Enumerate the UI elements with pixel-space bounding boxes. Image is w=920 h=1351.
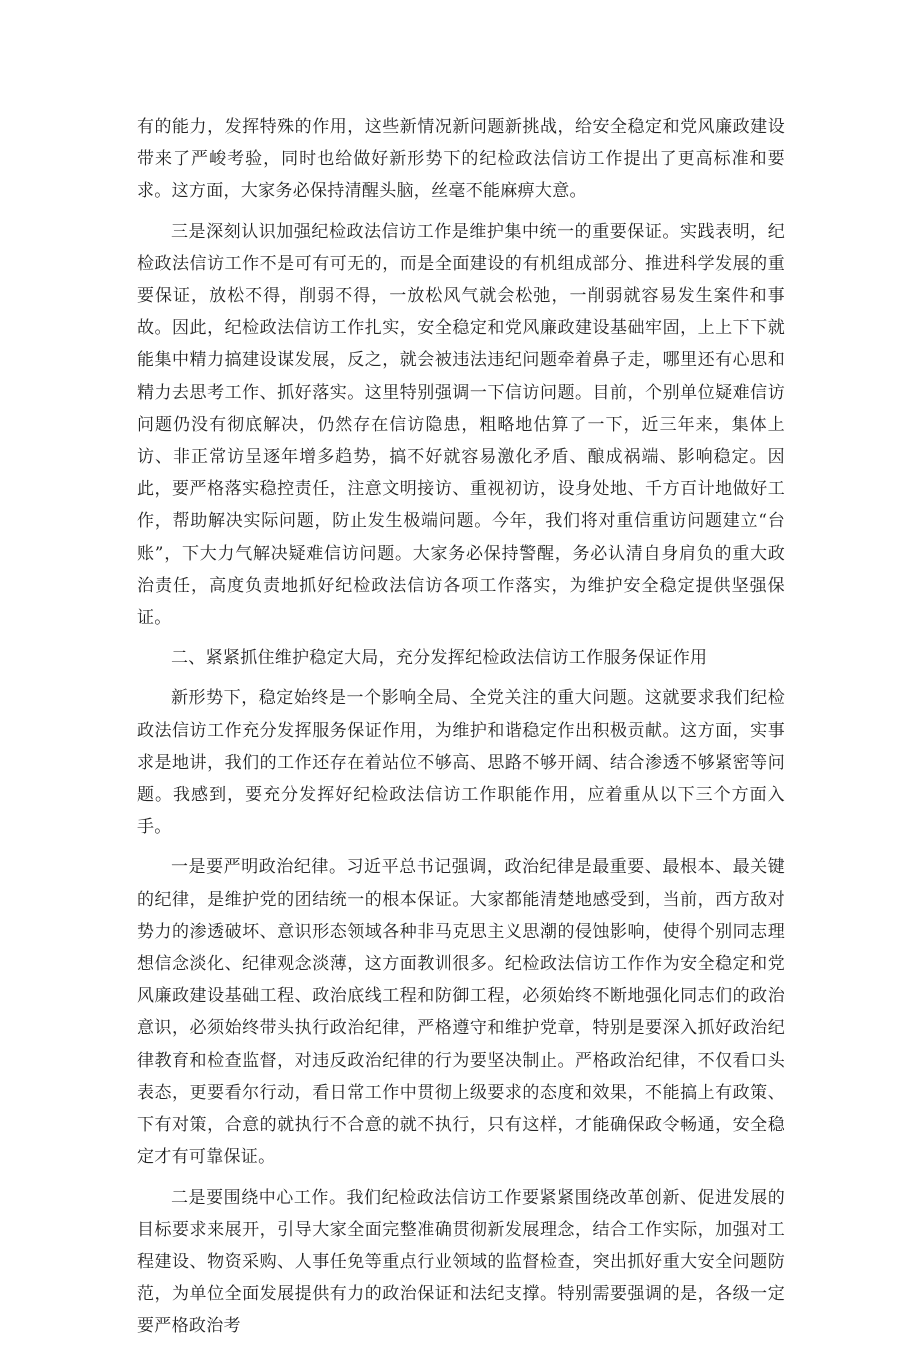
paragraph-continuation: 有的能力，发挥特殊的作用，这些新情况新问题新挑战，给安全稳定和党风廉政建设带来了严峻考验，同时也给做好新形势下的纪检政法信访工作提出了更高标准和要求。这方面，大家务必保持清醒头脑，丝毫不能麻痹大意。 [137, 117, 785, 202]
section-heading-two: 二、紧紧抓住维护稳定大局，充分发挥纪检政法信访工作服务保证作用 [171, 648, 708, 669]
paragraph-center-work: 二是要围绕中心工作。我们纪检政法信访工作要紧紧围绕改革创新、促进发展的目标要求来展开，引导大家全面完整准确贯彻新发展理念，结合工作实际，加强对工程建设、物资采购、人事任免等重点行业领域的监督检查，突出抓好重大安全问题防范，为单位全面发展提供有力的政治保证和法纪支撑。特别需要强调的是，各级一定要严格政治考 [137, 1187, 785, 1337]
document-page [137, 111, 785, 1351]
paragraph-new-situation: 新形势下，稳定始终是一个影响全局、全党关注的重大问题。这就要求我们纪检政法信访工作充分发挥服务保证作用，为维护和谐稳定作出积极贡献。这方面，实事求是地讲，我们的工作还存在着站位不够高、思路不够开阔、结合渗透不够紧密等问题。我感到，要充分发挥好纪检政法信访工作职能作用，应着重从以下三个方面入手。 [137, 688, 785, 838]
paragraph-political-discipline: 一是要严明政治纪律。习近平总书记强调，政治纪律是最重要、最根本、最关键的纪律，是维护党的团结统一的根本保证。大家都能清楚地感受到，当前，西方敌对势力的渗透破坏、意识形态领域各种非马克思主义思潮的侵蚀影响，使得个别同志理想信念淡化、纪律观念淡薄，这方面教训很多。纪检政法信访工作作为安全稳定和党风廉政建设基础工程、政治底线工程和防御工程，必须始终不断地强化同志们的政治意识，必须始终带头执行政治纪律，严格遵守和维护党章，特别是要深入抓好政治纪律教育和检查监督，对违反政治纪律的行为要坚决制止。严格政治纪律，不仅看口头表态，更要看尔行动，看日常工作中贯彻上级要求的态度和效果，不能搞上有政策、下有对策，合意的就执行不合意的就不执行，只有这样，才能确保政令畅通，安全稳定才有可靠保证。 [137, 857, 785, 1168]
paragraph-point-three: 三是深刻认识加强纪检政法信访工作是维护集中统一的重要保证。实践表明，纪检政法信访工作不是可有可无的，而是全面建设的有机组成部分、推进科学发展的重要保证，放松不得，削弱不得，一放松风气就会松弛，一削弱就容易发生案件和事故。因此，纪检政法信访工作扎实，安全稳定和党风廉政建设基础牢固，上上下下就能集中精力搞建设谋发展，反之，就会被违法违纪问题牵着鼻子走，哪里还有心思和精力去思考工作、抓好落实。这里特别强调一下信访问题。目前，个别单位疑难信访问题仍没有彻底解决，仍然存在信访隐患，粗略地估算了一下，近三年来，集体上访、非正常访呈逐年增多趋势，搞不好就容易激化矛盾、酿成祸端、影响稳定。因此，要严格落实稳控责任，注意文明接访、重视初访，设身处地、千方百计地做好工作，帮助解决实际问题，防止发生极端问题。今年，我们将对重信重访问题建立“台账”，下大力气解决疑难信访问题。大家务必保持警醒，务必认清自身肩负的重大政治责任，高度负责地抓好纪检政法信访各项工作落实，为维护安全稳定提供坚强保证。 [137, 221, 785, 629]
